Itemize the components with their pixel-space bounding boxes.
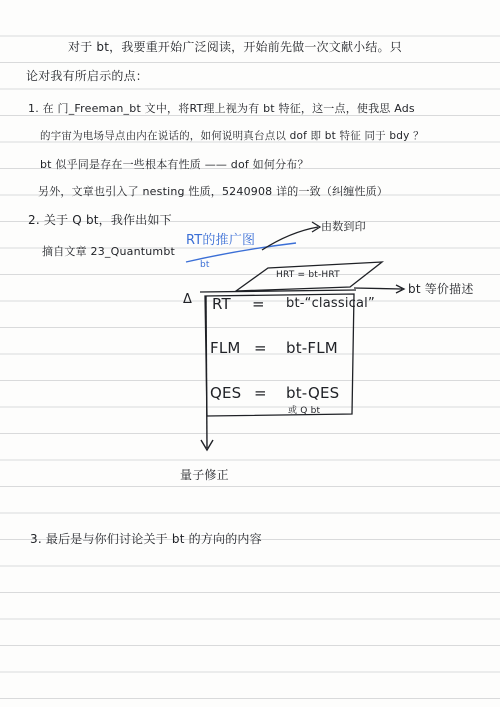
eq2-eq: = (254, 339, 267, 357)
note-line-3: 1. 在 门_Freeman_bt 文中，将RT理上视为有 bt 特征，这一点，使我思 Ads (28, 102, 415, 115)
note-line-7: 2. 关于 Q bt，我作出如下 (28, 213, 172, 227)
note-line-5: bt 似乎同是存在一些根本有性质 —— dof 如何分布？ (40, 158, 309, 171)
eq3-alt: 或 Q bt (288, 406, 321, 416)
note-line-8: 摘自文章 23_Quantumbt (42, 245, 176, 258)
hrt-label: HRT = bt-HRT (276, 270, 340, 280)
eq2-lhs: FLM (210, 339, 241, 357)
blue-label-top: RT的推广图 (186, 233, 256, 248)
note-line-6: 另外，文章也引入了 nesting 性质，5240908 详的一致（纠缠性质） (38, 185, 389, 198)
bt-desc-label: bt 等价描述 (408, 282, 474, 296)
eq1-eq: = (252, 295, 265, 313)
eq1-lhs: RT (212, 295, 231, 313)
eq3-rhs: bt-QES (286, 384, 340, 402)
eq3-eq: = (254, 384, 267, 402)
note-line-9: 3. 最后是与你们讨论关于 bt 的方向的内容 (30, 532, 262, 546)
note-line-1: 对于 bt，我要重开始广泛阅读，开始前先做一次文献小结。只 (68, 40, 402, 54)
note-line-2: 论对我有所启示的点： (26, 69, 149, 83)
bottom-label: 量子修正 (180, 468, 229, 482)
blue-label-sub: bt (200, 260, 210, 270)
eq3-lhs: QES (210, 384, 242, 402)
eq2-rhs: bt-FLM (286, 339, 338, 357)
down-arrow-stroke (206, 296, 207, 448)
left-mark: Δ (183, 292, 193, 307)
frame-top-line (200, 290, 356, 292)
right-arrow-stroke (354, 288, 402, 289)
eq1-rhs: bt-“classical” (286, 296, 375, 311)
note-line-4: 的宇宙为电场导点由内在说话的，如何说明真台点以 dof 即 bt 特征 同于 bdy ？ (40, 130, 424, 142)
top-right-label: 由数到印 (321, 220, 366, 233)
